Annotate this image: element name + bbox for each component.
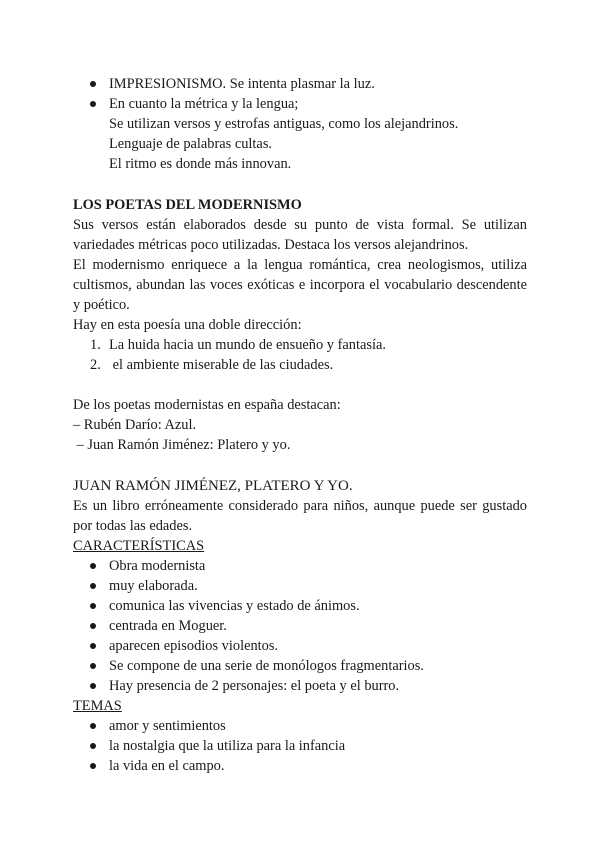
paragraph: De los poetas modernistas en españa destacan: [73,397,341,413]
poet-line: – Rubén Darío: Azul. [73,417,197,433]
list-item: la vida en el campo. [73,756,527,776]
list-item: comunica las vivencias y estado de ánimos. [73,596,527,616]
list-item: En cuanto la métrica y la lengua; [73,94,527,114]
spacer [73,375,527,395]
list-item [73,355,527,375]
subheading-characteristics: CARACTERÍSTICAS [73,538,205,554]
list-item: Hay presencia de 2 personajes: el poeta y el burro. [73,676,527,696]
list-item: la nostalgia que la utiliza para la infancia [73,736,527,756]
document-page [73,74,527,776]
list-item [73,335,527,355]
paragraph: Es un libro erróneamente considerado para niños, aunque puede ser gustado por todas las edades. [73,498,527,534]
list-item: amor y sentimientos [73,716,527,736]
section-heading-poets: LOS POETAS DEL MODERNISMO [73,197,302,213]
poet-line: – Juan Ramón Jiménez: Platero y yo. [73,437,291,453]
sub-line: Lenguaje de palabras cultas. [109,136,273,152]
list-item: Obra modernista [73,556,527,576]
list-item: centrada en Moguer. [73,616,527,636]
list-number: 1. [90,337,101,353]
list-item: IMPRESIONISMO. Se intenta plasmar la luz. [73,74,527,94]
subheading-themes: TEMAS [73,698,122,714]
paragraph: El modernismo enriquece a la lengua romántica, crea neologismos, utiliza cultismos, abundan las voces exóticas e incorpora el vocabulario descendente y poético. [73,257,527,313]
section-heading-platero: JUAN RAMÓN JIMÉNEZ, PLATERO Y YO. [73,478,353,494]
list-text: el ambiente miserable de las ciudades. [109,357,334,373]
list-number: 2. [90,357,101,373]
features-list [73,556,527,696]
list-text: La huida hacia un mundo de ensueño y fantasía. [109,337,386,353]
list-item: Se compone de una serie de monólogos fragmentarios. [73,656,527,676]
paragraph: Sus versos están elaborados desde su punto de vista formal. Se utilizan variedades métricas poco utilizadas. Destaca los versos alejandrinos. [73,217,527,253]
directions-list [73,335,527,375]
intro-list [73,74,527,114]
themes-list [73,716,527,776]
list-item: muy elaborada. [73,576,527,596]
paragraph: Hay en esta poesía una doble dirección: [73,317,302,333]
list-item: aparecen episodios violentos. [73,636,527,656]
sub-line: Se utilizan versos y estrofas antiguas, como los alejandrinos. [109,116,459,132]
sub-line: El ritmo es donde más innovan. [109,156,292,172]
